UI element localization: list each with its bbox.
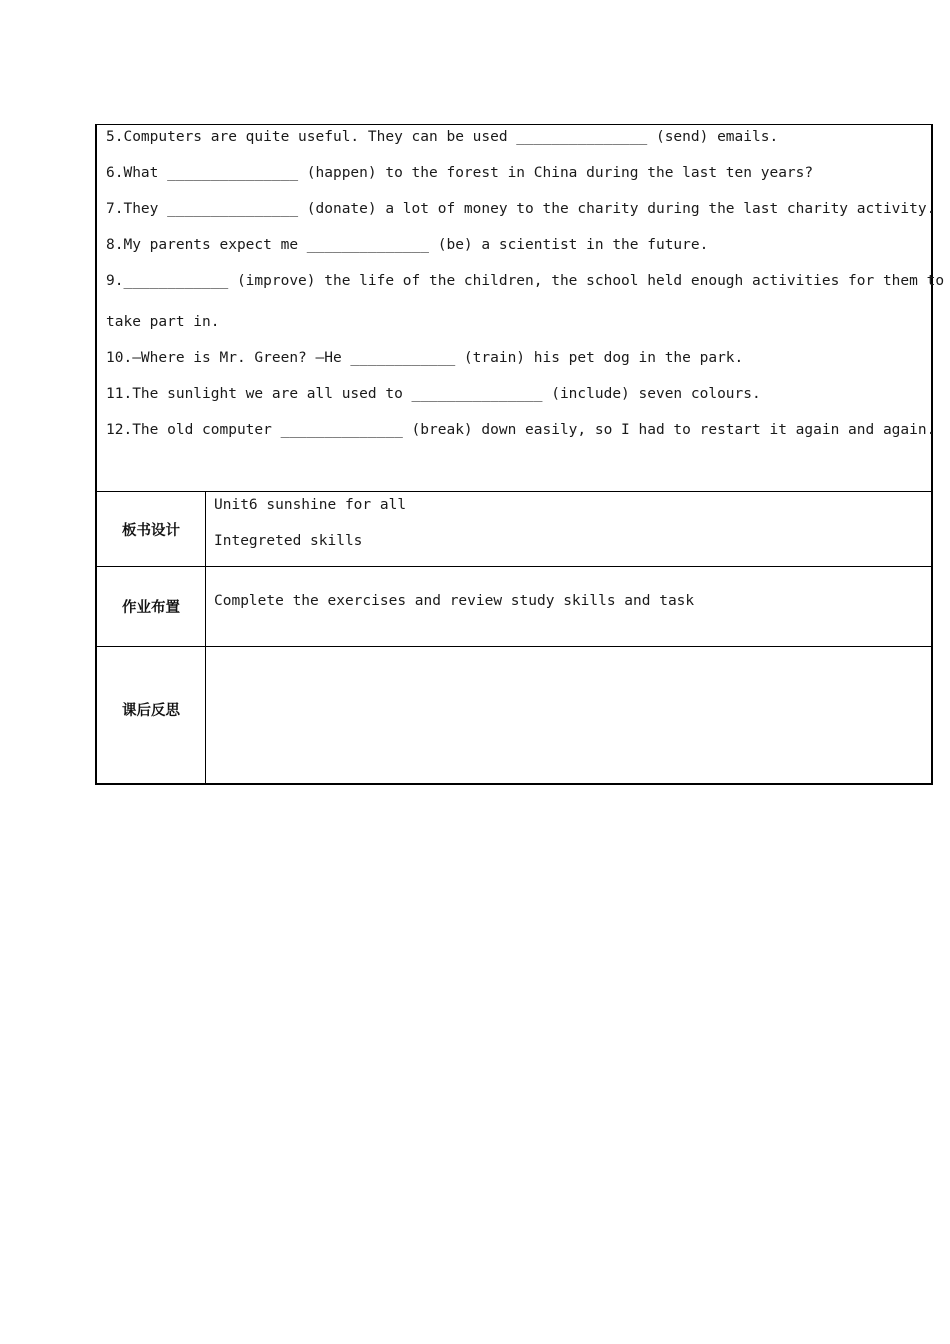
board-design-label: 板书设计 — [97, 492, 206, 566]
reflection-content[interactable] — [206, 647, 931, 783]
exercise-item: 8.My parents expect me ______________ (be) a scientist in the future. — [106, 237, 709, 253]
homework-text: Complete the exercises and review study skills and task — [214, 593, 695, 609]
exercise-item: 9.____________ (improve) the life of the children, the school held enough activities for them to — [106, 273, 945, 289]
reflection-row — [97, 646, 931, 783]
board-design-row — [97, 492, 931, 566]
exercise-item-continuation: take part in. — [106, 314, 220, 330]
board-design-title: Unit6 sunshine for all — [214, 497, 407, 513]
exercise-item: 5.Computers are quite useful. They can be used _______________ (send) emails. — [106, 129, 779, 145]
reflection-label: 课后反思 — [97, 647, 206, 783]
exercise-item: 6.What _______________ (happen) to the forest in China during the last ten years? — [106, 165, 814, 181]
homework-label: 作业布置 — [97, 567, 206, 646]
lesson-plan-table — [95, 124, 945, 785]
board-design-content — [206, 492, 931, 566]
exercise-item: 7.They _______________ (donate) a lot of money to the charity during the last charity activity. — [106, 201, 936, 217]
homework-content — [206, 567, 931, 646]
exercise-item: 10.—Where is Mr. Green? —He ____________ (train) his pet dog in the park. — [106, 350, 744, 366]
homework-row — [97, 566, 931, 646]
exercise-item: 12.The old computer ______________ (break) down easily, so I had to restart it again and again. — [106, 422, 936, 438]
exercise-list — [97, 125, 945, 492]
exercise-item: 11.The sunlight we are all used to _______________ (include) seven colours. — [106, 386, 761, 402]
board-design-subtitle: Integreted skills — [214, 533, 363, 549]
